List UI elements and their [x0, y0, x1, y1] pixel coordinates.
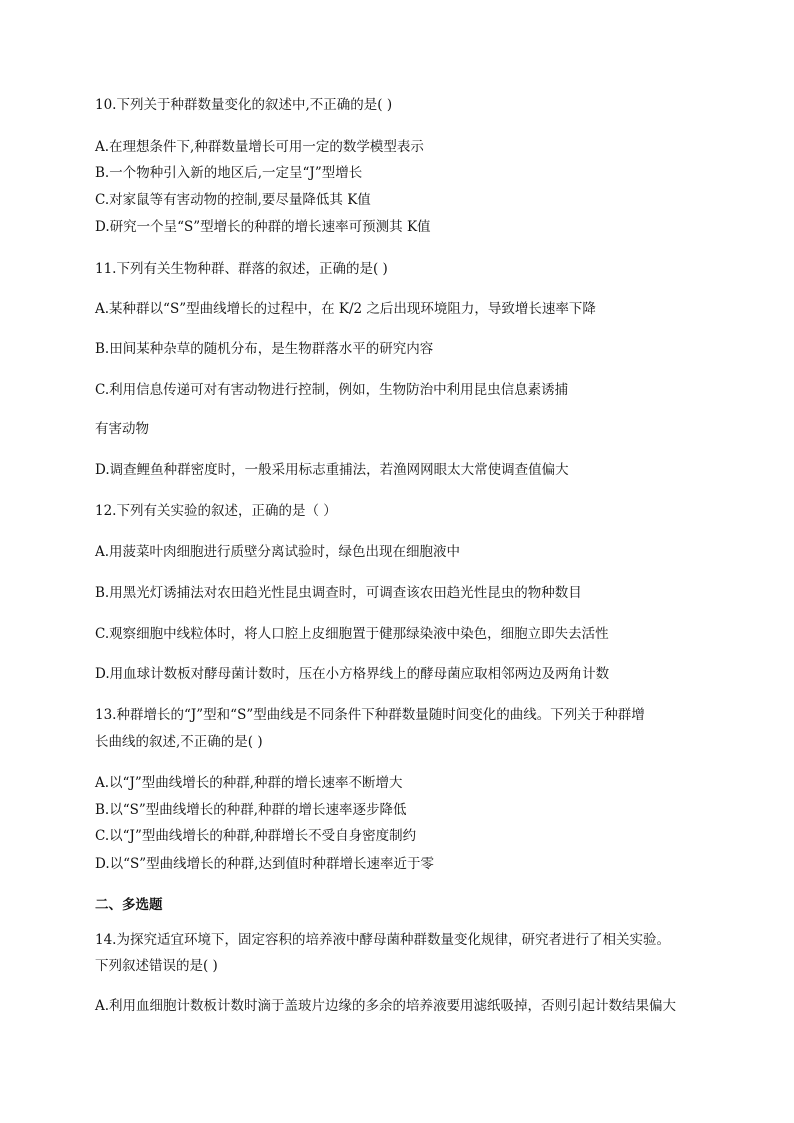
q10-option-a: A.在理想条件下,种群数量增长可用一定的数学模型表示 [95, 139, 424, 155]
q10-option-c: C.对家鼠等有害动物的控制,要尽量降低其 K值 [95, 192, 371, 208]
section-title-multiple-choice: 二、多选题 [95, 897, 163, 913]
q11-option-c-continued: 有害动物 [95, 421, 149, 437]
q14-stem-line1: 14.为探究适宜环境下，固定容积的培养液中酵母菌种群数量变化规律，研究者进行了相关实验。 [95, 932, 670, 948]
q11-stem: 11.下列有关生物种群、群落的叙述，正确的是( ) [95, 261, 388, 277]
q11-option-b: B.田间某种杂草的随机分布，是生物群落水平的研究内容 [95, 341, 434, 357]
q11-option-a: A.某种群以“S”型曲线增长的过程中，在 K/2 之后出现环境阻力，导致增长速率下降 [95, 301, 596, 317]
q14-stem-line2: 下列叙述错误的是( ) [95, 958, 218, 974]
q13-stem-line2: 长曲线的叙述,不正确的是( ) [95, 734, 263, 750]
q12-stem: 12.下列有关实验的叙述，正确的是（ ） [95, 503, 337, 519]
q12-option-c: C.观察细胞中线粒体时，将人口腔上皮细胞置于健那绿染液中染色，细胞立即失去活性 [95, 626, 609, 642]
q14-option-a: A.利用血细胞计数板计数时滴于盖玻片边缘的多余的培养液要用滤纸吸掉，否则引起计数结果偏大 [95, 998, 677, 1014]
q12-option-b: B.用黑光灯诱捕法对农田趋光性昆虫调查时，可调查该农田趋光性昆虫的物种数目 [95, 585, 582, 601]
q13-option-c: C.以“J”型曲线增长的种群,种群增长不受自身密度制约 [95, 828, 417, 844]
q13-option-d: D.以“S”型曲线增长的种群,达到值时种群增长速率近于零 [95, 856, 434, 872]
q10-option-d: D.研究一个呈“S”型增长的种群的增长速率可预测其 K值 [95, 219, 431, 235]
q13-stem-line1: 13.种群增长的“J”型和“S”型曲线是不同条件下种群数量随时间变化的曲线。下列关于种群增 [95, 707, 645, 723]
q11-option-c: C.利用信息传递可对有害动物进行控制，例如，生物防治中利用昆虫信息素诱捕 [95, 382, 569, 398]
q10-option-b: B.一个物种引入新的地区后,一定呈“J”型增长 [95, 165, 363, 181]
q12-option-a: A.用菠菜叶肉细胞进行质壁分离试验时，绿色出现在细胞液中 [95, 544, 461, 560]
q13-option-a: A.以“J”型曲线增长的种群,种群的增长速率不断增大 [95, 775, 403, 791]
q11-option-d: D.调查鲤鱼种群密度时，一般采用标志重捕法，若渔网网眼太大常使调查值偏大 [95, 462, 569, 478]
q10-stem: 10.下列关于种群数量变化的叙述中,不正确的是( ) [95, 97, 393, 113]
q13-option-b: B.以“S”型曲线增长的种群,种群的增长速率逐步降低 [95, 802, 407, 818]
q12-option-d: D.用血球计数板对酵母菌计数时，压在小方格界线上的酵母菌应取相邻两边及两角计数 [95, 666, 610, 682]
